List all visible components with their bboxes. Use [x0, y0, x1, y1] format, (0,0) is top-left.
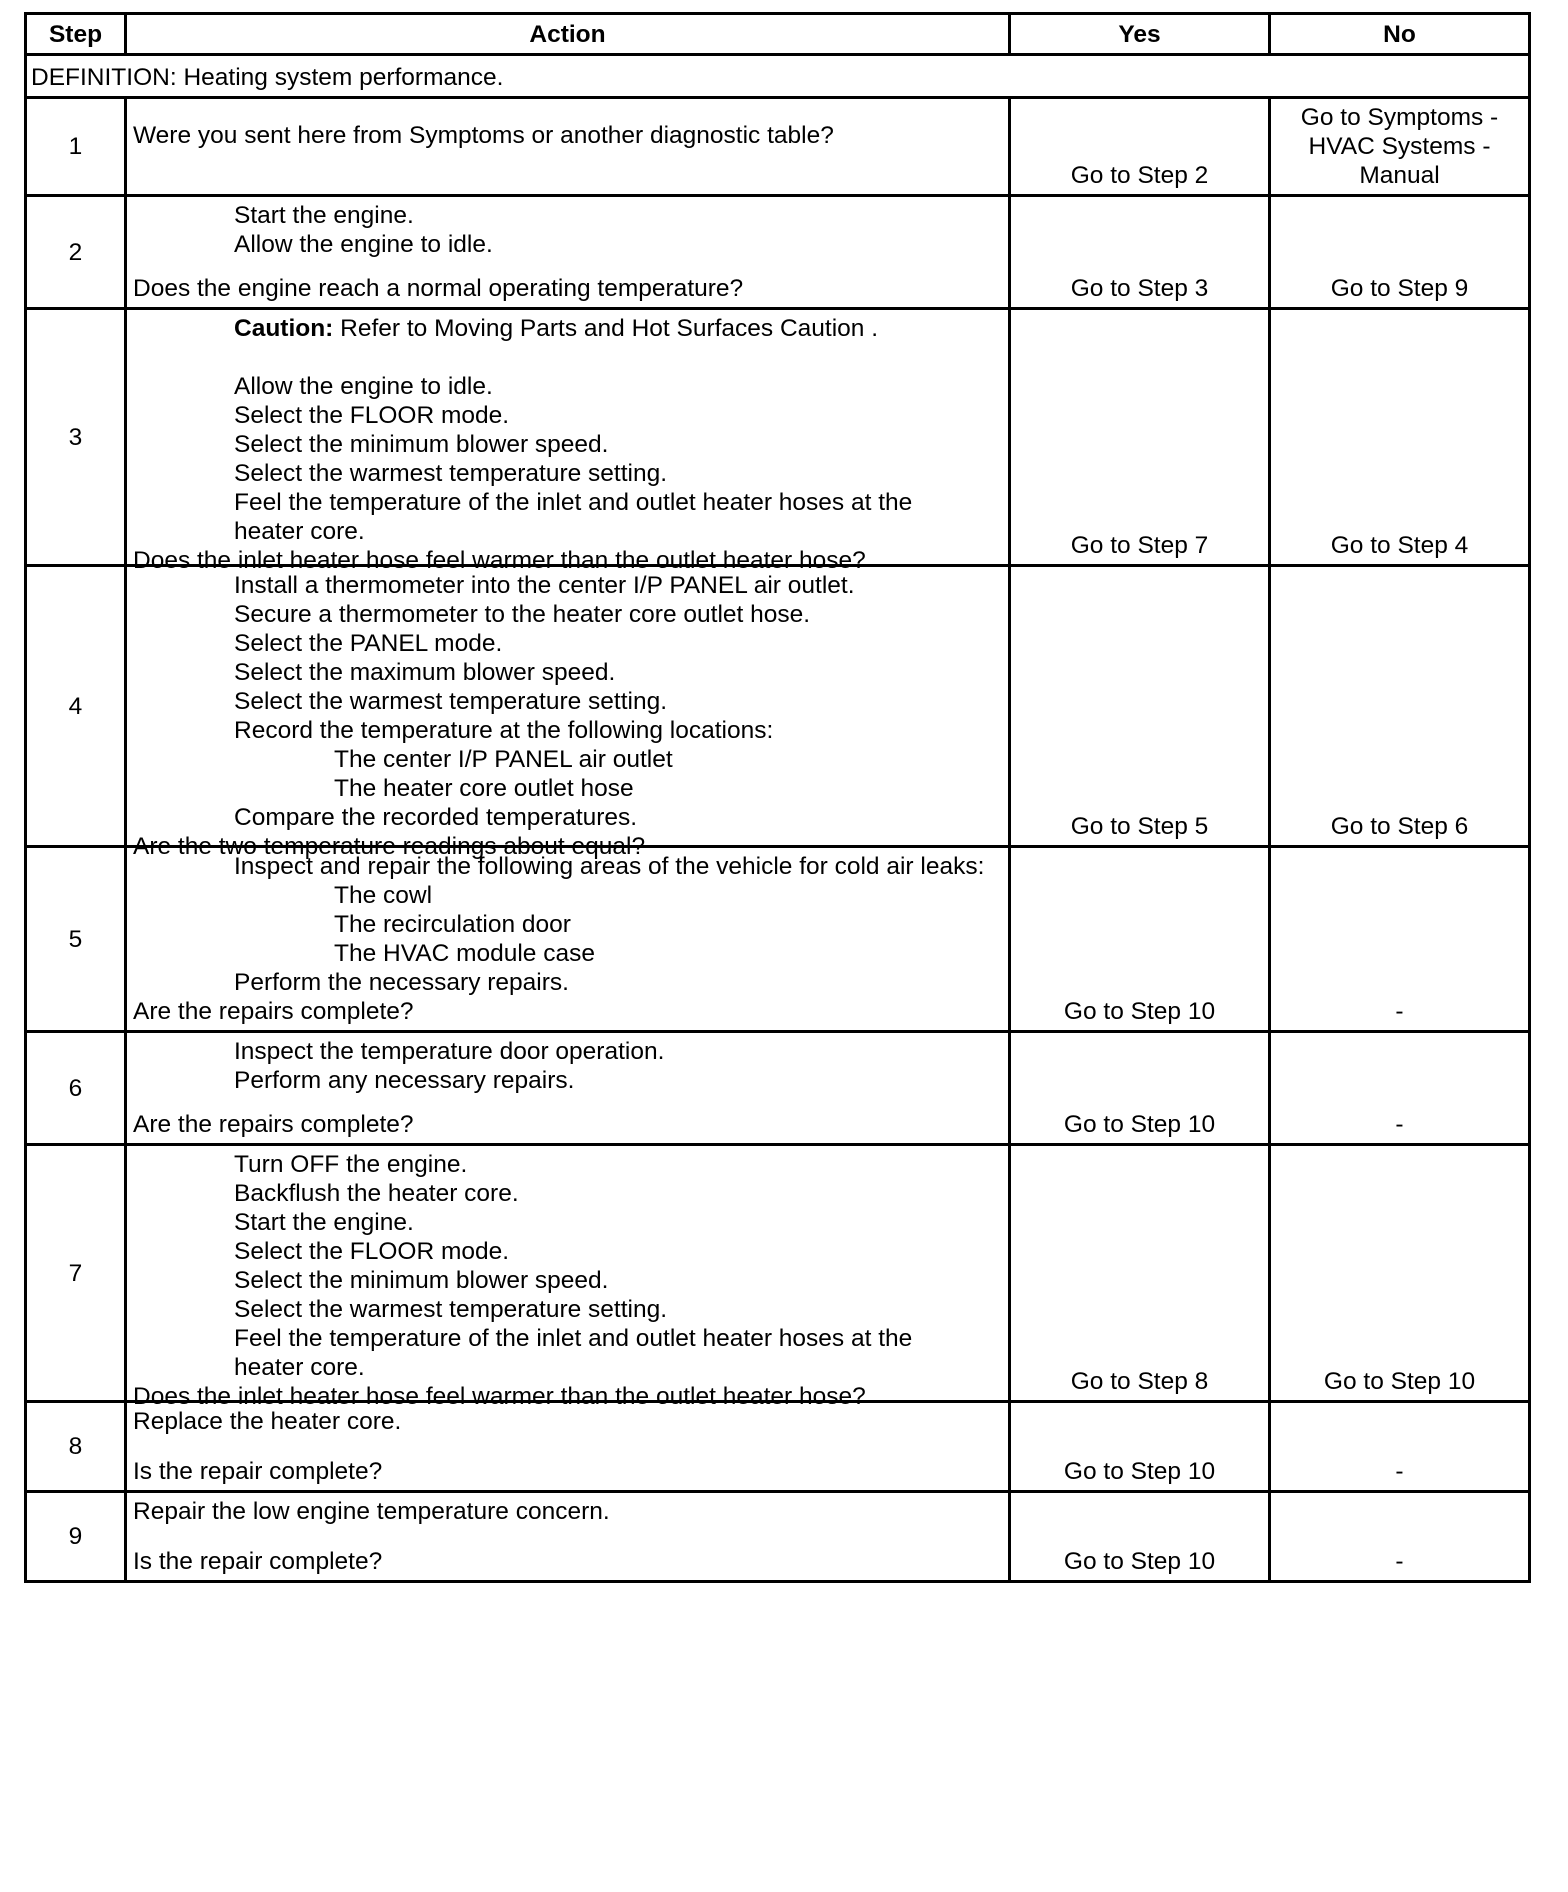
- no-result: [1270, 847, 1530, 1032]
- table-row: [26, 847, 1530, 1032]
- action-question: Are the two temperature readings about equal?: [133, 833, 646, 860]
- no-result-line: Go to Step 10: [1323, 1368, 1476, 1395]
- step-number: 3: [26, 309, 126, 566]
- table-row: [26, 1145, 1530, 1402]
- action-line: Select the FLOOR mode.: [234, 1238, 510, 1265]
- action-line: Repair the low engine temperature concern.: [133, 1498, 610, 1525]
- action-line: Select the minimum blower speed.: [234, 1267, 609, 1294]
- yes-result: Go to Step 8: [1010, 1145, 1270, 1402]
- action-line: The recirculation door: [334, 911, 571, 938]
- action-line: Inspect the temperature door operation.: [234, 1038, 665, 1065]
- no-result-line: Go to Step 9: [1330, 275, 1469, 302]
- step-number: 9: [26, 1492, 126, 1582]
- diagnostic-table: [24, 12, 1531, 1583]
- action-steps: [133, 1497, 1002, 1526]
- header-action: Action: [126, 14, 1010, 55]
- action-cell: [126, 1492, 1010, 1582]
- no-result: [1270, 566, 1530, 847]
- action-steps: [133, 852, 1002, 997]
- action-question: Is the repair complete?: [133, 1548, 383, 1575]
- action-line: The center I/P PANEL air outlet: [334, 746, 673, 773]
- yes-result: Go to Step 7: [1010, 309, 1270, 566]
- no-result: [1270, 98, 1530, 196]
- action-steps: [133, 1407, 1002, 1436]
- action-steps: [133, 1037, 1002, 1095]
- header-step: Step: [26, 14, 126, 55]
- action-line: The HVAC module case: [334, 940, 595, 967]
- table-row: [26, 566, 1530, 847]
- step-number: 1: [26, 98, 126, 196]
- step-number: 4: [26, 566, 126, 847]
- no-result: [1270, 1402, 1530, 1492]
- yes-result: Go to Step 3: [1010, 196, 1270, 309]
- step-number: 7: [26, 1145, 126, 1402]
- action-line: Select the warmest temperature setting.: [234, 460, 668, 487]
- action-content: [133, 1150, 1002, 1410]
- action-steps: [133, 1150, 1002, 1382]
- action-content: [133, 121, 1002, 190]
- action-cell: [126, 309, 1010, 574]
- action-line: Start the engine.: [234, 1209, 414, 1236]
- no-result-line: Go to Step 4: [1330, 532, 1469, 559]
- no-result: [1270, 1032, 1530, 1145]
- action-content: [133, 571, 1002, 860]
- yes-result: Go to Step 10: [1010, 1032, 1270, 1145]
- action-content: [133, 1497, 1002, 1576]
- action-content: [133, 1037, 1002, 1139]
- no-result: [1270, 309, 1530, 566]
- action-line: Allow the engine to idle.: [234, 231, 493, 258]
- action-line: Feel the temperature of the inlet and outlet heater hoses at the: [234, 1325, 913, 1352]
- no-result-line: -: [1395, 998, 1404, 1025]
- action-line: Start the engine.: [234, 202, 414, 229]
- definition-text: DEFINITION: Heating system performance.: [26, 55, 1530, 98]
- action-question: Does the engine reach a normal operating temperature?: [133, 275, 744, 302]
- action-cell: [126, 196, 1010, 309]
- no-result-line: -: [1395, 1548, 1404, 1575]
- table-row: [26, 1032, 1530, 1145]
- no-result-line: -: [1395, 1111, 1404, 1138]
- no-result-line: -: [1395, 1458, 1404, 1485]
- action-question: Does the inlet heater hose feel warmer than the outlet heater hose?: [133, 1383, 866, 1410]
- action-cell: [126, 1145, 1010, 1410]
- action-line: Inspect and repair the following areas of the vehicle for cold air leaks:: [234, 853, 985, 880]
- action-line: Were you sent here from Symptoms or another diagnostic table?: [133, 122, 834, 149]
- action-line: Perform the necessary repairs.: [234, 969, 569, 996]
- no-result-line: Go to Step 6: [1330, 813, 1469, 840]
- action-steps: [133, 314, 1002, 546]
- action-line: Replace the heater core.: [133, 1408, 402, 1435]
- yes-result: Go to Step 10: [1010, 1402, 1270, 1492]
- no-result: [1270, 196, 1530, 309]
- action-line: Turn OFF the engine.: [234, 1151, 468, 1178]
- action-content: [133, 314, 1002, 574]
- action-question: Does the inlet heater hose feel warmer than the outlet heater hose?: [133, 547, 866, 574]
- action-cell: [126, 1402, 1010, 1492]
- action-question: Are the repairs complete?: [133, 998, 414, 1025]
- table-row: [26, 309, 1530, 566]
- action-line: The cowl: [334, 882, 433, 909]
- action-line: Select the PANEL mode.: [234, 630, 503, 657]
- action-question: Are the repairs complete?: [133, 1111, 414, 1138]
- action-line: Backflush the heater core.: [234, 1180, 519, 1207]
- action-content: [133, 201, 1002, 303]
- table-row: [26, 98, 1530, 196]
- action-steps: [133, 121, 1002, 150]
- table-row: [26, 1492, 1530, 1582]
- header-yes: Yes: [1010, 14, 1270, 55]
- action-line: Compare the recorded temperatures.: [234, 804, 638, 831]
- caution-text: Refer to Moving Parts and Hot Surfaces Caution .: [333, 315, 879, 342]
- action-steps: [133, 201, 1002, 259]
- header-row: [26, 14, 1530, 55]
- action-cell: [126, 847, 1010, 1032]
- yes-result: Go to Step 5: [1010, 566, 1270, 847]
- action-line: Install a thermometer into the center I/P PANEL air outlet.: [234, 572, 855, 599]
- action-line: Select the maximum blower speed.: [234, 659, 616, 686]
- no-result: [1270, 1145, 1530, 1402]
- action-line: Select the warmest temperature setting.: [234, 688, 668, 715]
- action-question: Is the repair complete?: [133, 1458, 383, 1485]
- no-result-line: HVAC Systems -: [1308, 133, 1491, 160]
- yes-result: Go to Step 10: [1010, 1492, 1270, 1582]
- caution-note: [133, 314, 1002, 343]
- action-line: Record the temperature at the following locations:: [234, 717, 774, 744]
- action-line: Feel the temperature of the inlet and outlet heater hoses at the: [234, 489, 913, 516]
- action-cell: [126, 1032, 1010, 1145]
- step-number: 2: [26, 196, 126, 309]
- yes-result: Go to Step 2: [1010, 98, 1270, 196]
- action-cell: [126, 566, 1010, 860]
- action-line: The heater core outlet hose: [334, 775, 634, 802]
- action-line: Secure a thermometer to the heater core outlet hose.: [234, 601, 811, 628]
- caution-label: Caution:: [234, 315, 334, 342]
- no-result: [1270, 1492, 1530, 1582]
- action-line: Select the warmest temperature setting.: [234, 1296, 668, 1323]
- header-no: No: [1270, 14, 1530, 55]
- step-number: 6: [26, 1032, 126, 1145]
- action-line: Select the minimum blower speed.: [234, 431, 609, 458]
- table-row: [26, 1402, 1530, 1492]
- action-cell: [126, 98, 1010, 196]
- action-steps: [133, 571, 1002, 832]
- action-line: heater core.: [234, 518, 365, 545]
- table-row: [26, 196, 1530, 309]
- action-content: [133, 1407, 1002, 1486]
- action-line: Perform any necessary repairs.: [234, 1067, 575, 1094]
- action-line: heater core.: [234, 1354, 365, 1381]
- no-result-line: Manual: [1359, 162, 1440, 189]
- no-result-line: Go to Symptoms -: [1300, 104, 1499, 131]
- action-line: Allow the engine to idle.: [234, 373, 493, 400]
- step-number: 5: [26, 847, 126, 1032]
- yes-result: Go to Step 10: [1010, 847, 1270, 1032]
- step-number: 8: [26, 1402, 126, 1492]
- definition-row: [26, 55, 1530, 98]
- action-content: [133, 852, 1002, 1026]
- action-line: Select the FLOOR mode.: [234, 402, 510, 429]
